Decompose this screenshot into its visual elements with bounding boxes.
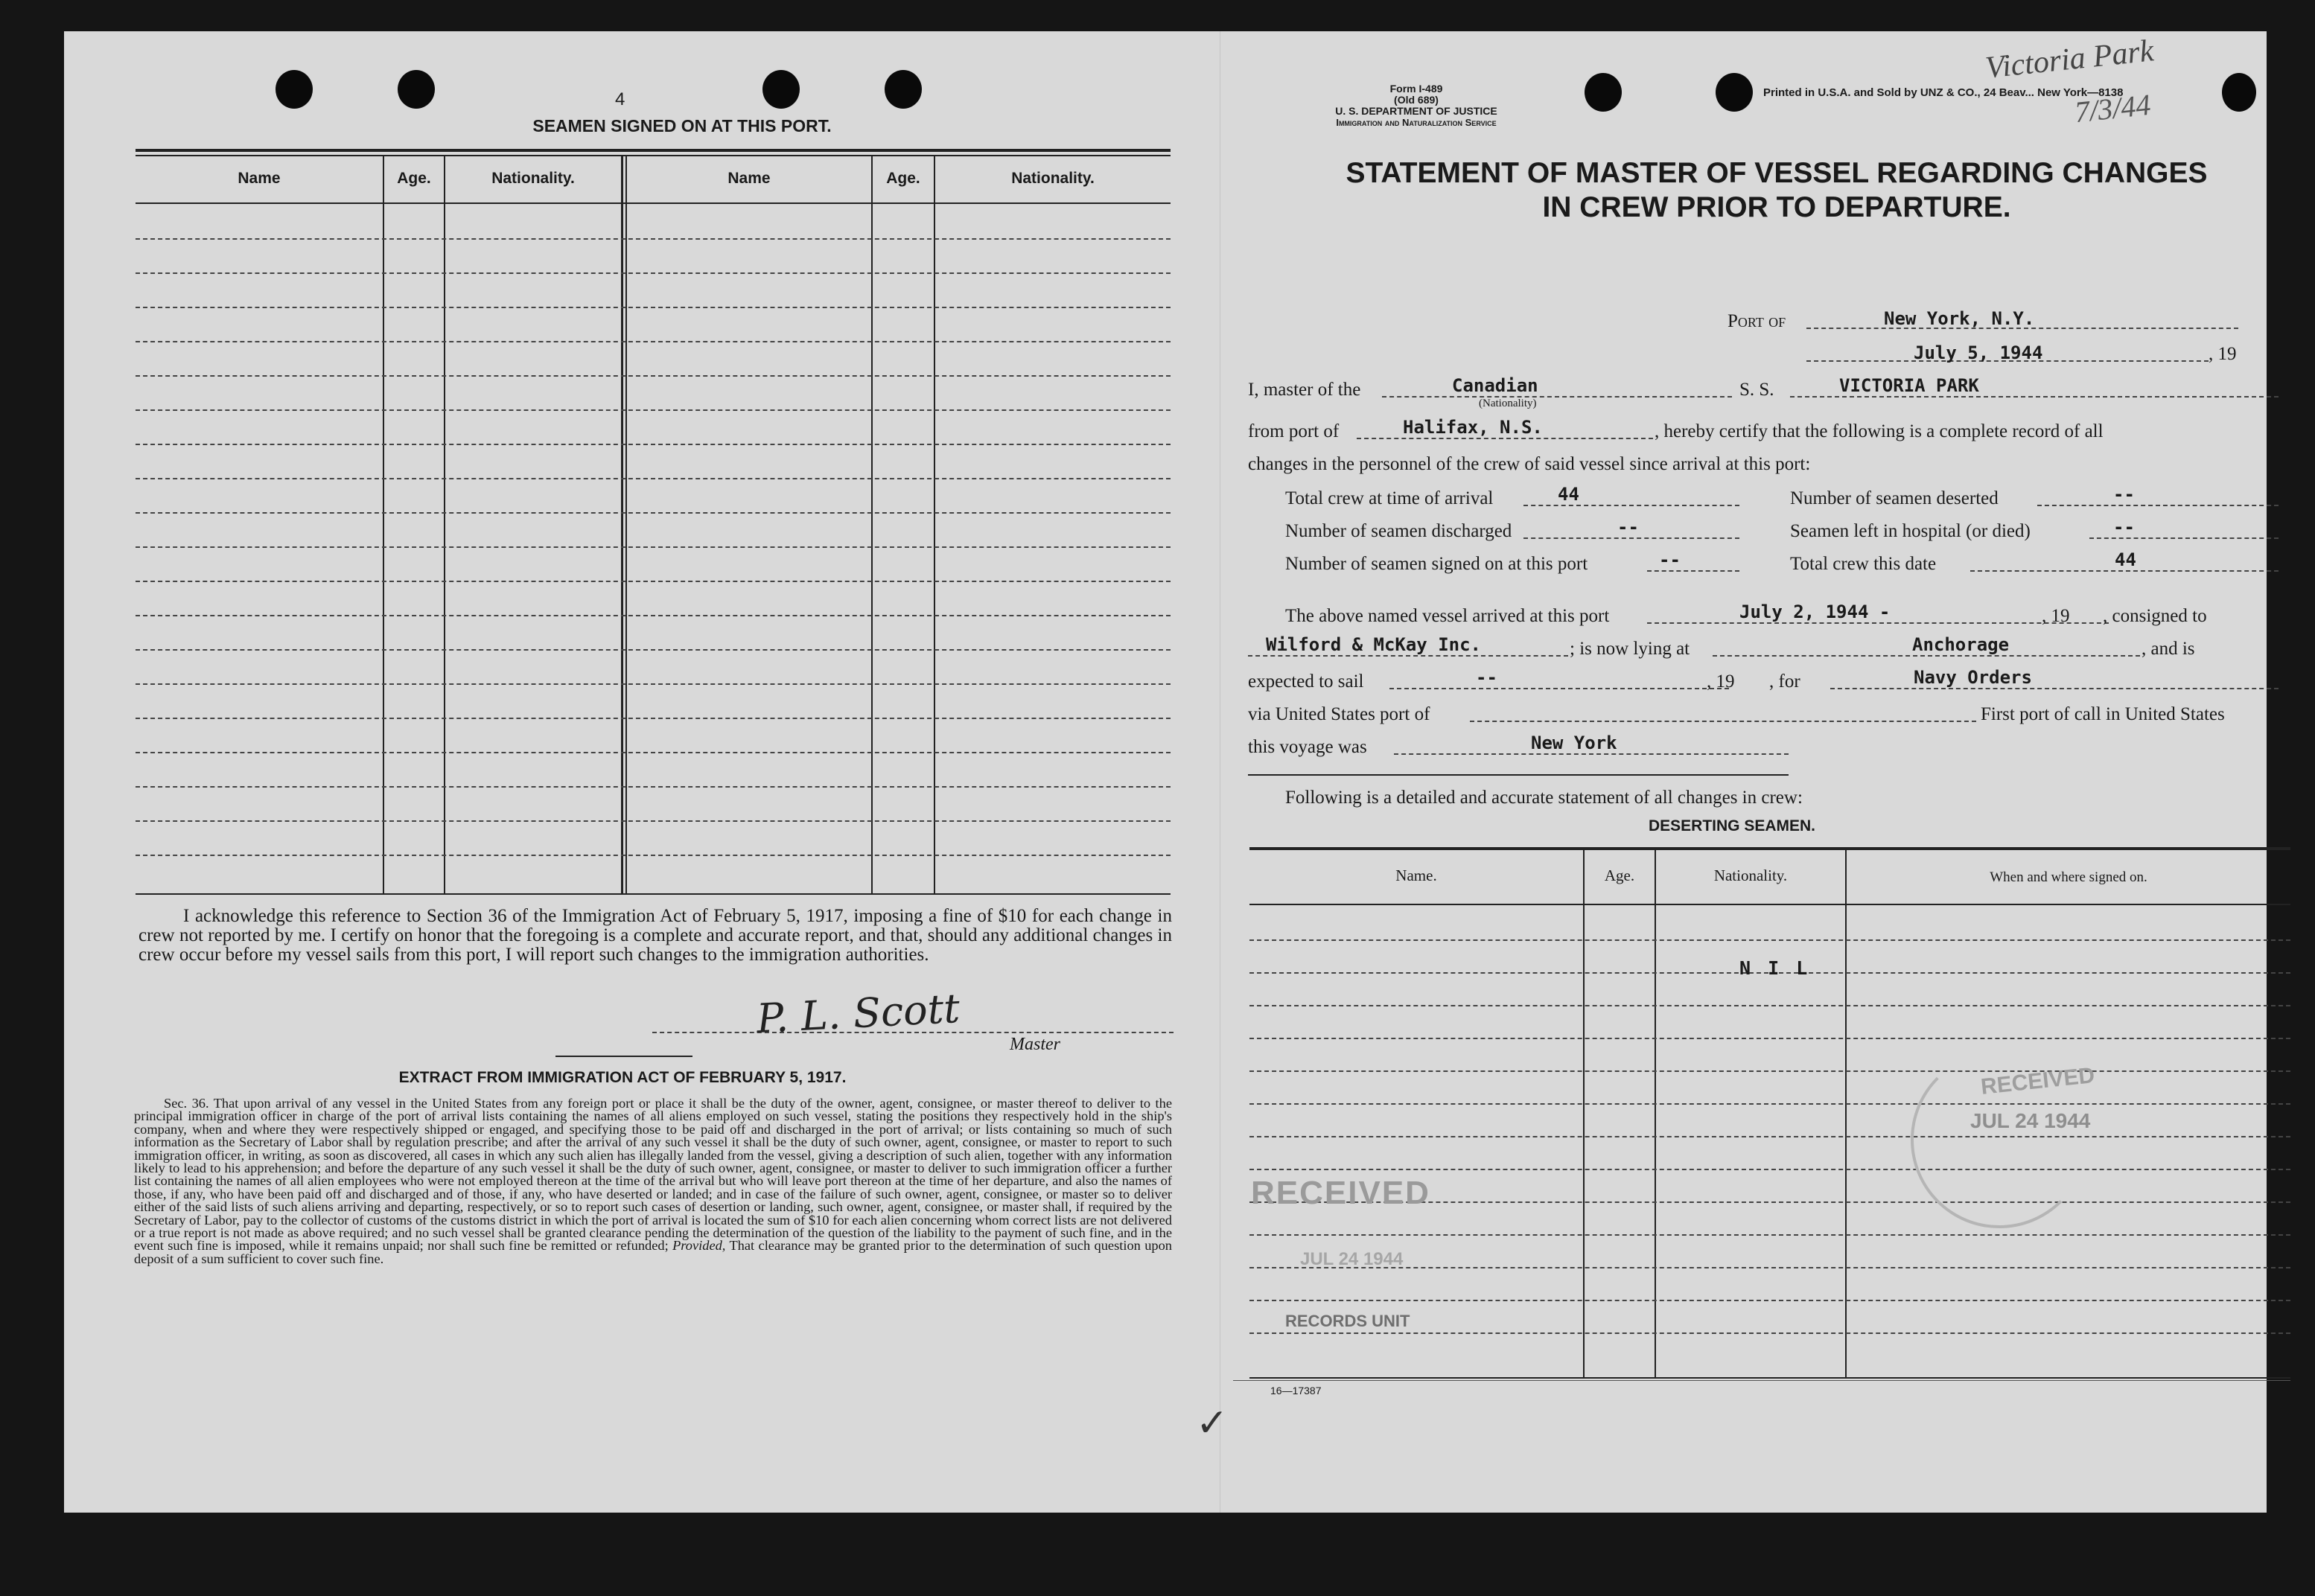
form-title	[1241, 156, 2313, 225]
deserting-table-top	[1249, 847, 2290, 850]
table-row	[136, 238, 1171, 240]
column-divider	[1583, 850, 1585, 1377]
table-header-rule	[136, 202, 1171, 204]
total-date-label: Total crew this date	[1790, 554, 1937, 574]
punch-hole	[398, 70, 435, 109]
date-suffix: , 19	[2209, 344, 2237, 364]
column-header: Age.	[1604, 866, 1635, 884]
hospital-line	[2089, 537, 2279, 539]
acknowledgement-text: I acknowledge this reference to Section 36 of the Immigration Act of February 5, 1917, imposing a fine of $10 for each change in crew not reported by me. I certify on honor that the foregoing is a complete and accurate report, and that, should any additional changes in crew occur before my vessel sails from this port, I will report such changes to the immigration authorities.	[138, 906, 1172, 965]
form-title-line2: IN CREW PRIOR TO DEPARTURE.	[1542, 191, 2011, 223]
via-label: via United States port of	[1248, 704, 1430, 724]
extract-title: EXTRACT FROM IMMIGRATION ACT OF FEBRUARY 5, 1917.	[398, 1069, 847, 1086]
table-row	[136, 444, 1171, 445]
table-row	[136, 307, 1171, 308]
consignee-value: Wilford & McKay Inc.	[1266, 634, 1481, 655]
hospital-label: Seamen left in hospital (or died)	[1790, 521, 2031, 541]
column-header: Nationality.	[1713, 866, 1788, 884]
table-row	[136, 683, 1171, 685]
table-row	[136, 820, 1171, 822]
voyage-value: New York	[1531, 732, 1617, 753]
table-row	[136, 752, 1171, 753]
handwritten-date: 7/3/44	[2072, 87, 2153, 130]
and-is-label: , and is	[2142, 639, 2195, 659]
expected-label: expected to sail	[1248, 671, 1364, 692]
deserting-title: DESERTING SEAMEN.	[1648, 817, 1816, 834]
from-port-value: Halifax, N.S.	[1403, 417, 1543, 438]
following-text: Following is a detailed and accurate statement of all changes in crew:	[1285, 788, 1803, 808]
page-number: 4	[615, 89, 625, 109]
form-old-number: (Old 689)	[1394, 94, 1439, 106]
master-of-label: I, master of the	[1248, 380, 1361, 400]
nationality-value: Canadian	[1452, 375, 1538, 396]
table-row	[136, 341, 1171, 342]
arrived-line	[1647, 622, 2109, 624]
deserted-line	[2037, 505, 2279, 506]
table-row	[136, 272, 1171, 274]
punch-hole	[1585, 73, 1622, 112]
table-row	[136, 512, 1171, 514]
column-divider	[1845, 850, 1847, 1377]
expected-value: --	[1476, 667, 1497, 688]
footer-code: 16—17387	[1270, 1385, 1322, 1396]
for-label: , for	[1769, 671, 1800, 692]
vessel-value: VICTORIA PARK	[1839, 375, 1979, 396]
extract-body: That upon arrival of any vessel in the United States from any foreign port or place it shall be the duty of the owner, agent, consignee, or master thereof to deliver to the principal immigration officer in charge of the port of arrival lists containing the names of all aliens employed on such vessel, stating the positions they respectively hold in the ship's company, when and where they were respectively shipped or engaged, and specifying those to be paid off and discharged in the port of arrival; or lists containing so much of such information as the Secretary of Labor shall by regulation prescribe; and after the arrival of any such vessel it shall be the duty of such owner, agent, consignee, or master to report to such immigration officer, in writing, as soon as discovered, all cases in which any such alien has illegally landed from the vessel, giving a description of such alien, together with any information likely to lead to his apprehension; and before the departure of any such vessel it shall be the duty of such owner, agent, consignee, or master to deliver to such immigration officer a further list containing the names of all alien employees who were not employed thereon at the time of the arrival but who will leave port thereon at the time of her departure, and also the names of those, if any, who have been paid off and discharged and of those, if any, who have deserted or landed; and in case of the failure of such owner, agent, consignee, or master so to deliver either of the said lists of such aliens arriving and departing, respectively, or so to report such cases of desertion or landing, such owner, agent, consignee, or master shall, if required by the Secretary of Labor, pay to the collector of customs of the customs district in which the port of arrival is located the sum of $10 for each alien concerning whom correct lists are not delivered or a true report is not made as above required; and no such vessel shall be granted clearance pending the determination of the question of the liability to the payment of such fine, and in the event such fine is imposed, while it remains unpaid; nor shall such fine be remitted or refunded;	[134, 1096, 1172, 1254]
table-row	[1249, 1332, 2290, 1334]
punch-hole	[762, 70, 800, 109]
table-row	[136, 718, 1171, 719]
table-row	[136, 855, 1171, 856]
column-divider	[934, 155, 935, 893]
arrived-suffix: , 19	[2042, 606, 2070, 626]
lying-value: Anchorage	[1912, 634, 2010, 655]
signed-on-label: Number of seamen signed on at this port	[1285, 554, 1588, 574]
section-title: SEAMEN SIGNED ON AT THIS PORT.	[532, 116, 832, 135]
table-row	[136, 615, 1171, 616]
total-date-line	[1970, 570, 2279, 572]
table-row	[1249, 1267, 2290, 1268]
extract-tail: That clearance may be granted prior to the determination of such question upon deposit of a sum sufficient to cover such fine.	[134, 1238, 1172, 1266]
extract-provided: Provided,	[672, 1238, 726, 1254]
form-number: Form I-489	[1389, 83, 1443, 95]
document-sheet	[64, 31, 2267, 1513]
table-row	[1249, 939, 2290, 941]
from-port-field-line	[1357, 438, 1653, 439]
total-arrival-line	[1523, 505, 1739, 506]
table-row	[1249, 1234, 2290, 1236]
nil-entry: N I L	[1739, 957, 1811, 979]
extract-rule	[555, 1056, 692, 1057]
round-stamp-date: JUL 24 1944	[1970, 1109, 2091, 1132]
table-row	[1249, 1070, 2290, 1072]
total-arrival-label: Total crew at time of arrival	[1285, 488, 1494, 508]
arrived-value: July 2, 1944 -	[1739, 601, 1891, 622]
via-line	[1470, 721, 1976, 722]
department-name: U. S. DEPARTMENT OF JUSTICE	[1335, 105, 1497, 117]
column-header: Nationality.	[1011, 170, 1095, 187]
table-bottom-rule	[136, 893, 1171, 895]
lying-label: ; is now lying at	[1570, 639, 1690, 659]
column-divider	[625, 155, 627, 893]
punch-hole	[1716, 73, 1753, 112]
column-divider	[1655, 850, 1656, 1377]
discharged-value: --	[1617, 517, 1639, 537]
table-row	[1249, 1038, 2290, 1039]
table-row	[1249, 1136, 2290, 1137]
column-header: Name.	[1395, 866, 1437, 884]
from-port-label: from port of	[1248, 421, 1340, 441]
voyage-label: this voyage was	[1248, 737, 1367, 757]
form-header	[1312, 83, 1520, 128]
printer-line: Printed in U.S.A. and Sold by UNZ & CO., 24 Beav... New York—8138	[1763, 86, 2124, 99]
form-title-line1: STATEMENT OF MASTER OF VESSEL REGARDING CHANGES	[1346, 157, 2208, 189]
column-divider	[383, 155, 384, 893]
column-header: When and where signed on.	[1990, 869, 2147, 885]
arrived-label: The above named vessel arrived at this port	[1285, 606, 1610, 626]
hospital-value: --	[2113, 517, 2135, 537]
table-row	[136, 409, 1171, 411]
column-divider	[871, 155, 873, 893]
deserted-value: --	[2113, 484, 2135, 505]
table-row	[136, 478, 1171, 479]
lying-line	[1713, 655, 2140, 657]
punch-hole	[2222, 73, 2256, 112]
for-line	[1830, 688, 2279, 689]
date-value: July 5, 1944	[1914, 342, 2043, 363]
table-top-rule	[136, 149, 1171, 152]
footer-rule	[1233, 1380, 2290, 1381]
column-header: Age.	[886, 170, 920, 187]
punch-hole	[276, 70, 313, 109]
table-row	[136, 649, 1171, 651]
column-header: Name	[727, 170, 771, 187]
port-value: New York, N.Y.	[1884, 308, 2035, 329]
table-row	[1249, 1005, 2290, 1006]
extract-label: Sec. 36.	[164, 1096, 209, 1111]
handwritten-note: Victoria Park	[1984, 33, 2156, 86]
records-unit-stamp: RECORDS UNIT	[1285, 1312, 1410, 1330]
discharged-label: Number of seamen discharged	[1285, 521, 1512, 541]
round-stamp-received: RECEIVED	[1979, 1063, 2096, 1099]
expected-line	[1389, 688, 1729, 689]
table-row	[136, 581, 1171, 582]
nationality-field-line	[1382, 396, 1732, 398]
table-top-rule	[136, 155, 1171, 156]
first-port-label: First port of call in United States	[1981, 704, 2225, 724]
port-label: Port of	[1728, 311, 1786, 331]
nationality-caption: (Nationality)	[1479, 398, 1537, 409]
received-stamp-date: JUL 24 1944	[1300, 1249, 1404, 1269]
voyage-underline	[1248, 774, 1789, 776]
voyage-line	[1394, 753, 1789, 755]
table-row	[1249, 1103, 2290, 1105]
expected-suffix: , 19	[1707, 671, 1735, 692]
signature-role: Master	[1010, 1035, 1060, 1054]
column-header: Age.	[397, 170, 431, 187]
table-row	[1249, 1300, 2290, 1301]
signed-on-value: --	[1659, 549, 1681, 570]
table-row	[136, 375, 1171, 377]
extract-text	[134, 1097, 1172, 1265]
consigned-label: , consigned to	[2103, 606, 2207, 626]
column-divider	[444, 155, 445, 893]
table-row	[136, 546, 1171, 548]
column-header: Nationality.	[491, 170, 575, 187]
total-arrival-value: 44	[1558, 484, 1579, 505]
for-value: Navy Orders	[1914, 667, 2032, 688]
column-header: Name	[238, 170, 281, 187]
certify-text: , hereby certify that the following is a complete record of all	[1655, 421, 2104, 441]
master-signature: P. L. Scott	[755, 984, 961, 1043]
deserted-label: Number of seamen deserted	[1790, 488, 1999, 508]
check-mark: ✓	[1196, 1402, 1229, 1445]
deserting-bottom-rule	[1249, 1377, 2290, 1379]
received-stamp: RECEIVED	[1251, 1175, 1430, 1211]
table-row	[136, 786, 1171, 788]
total-date-value: 44	[2115, 549, 2136, 570]
table-row	[1249, 1169, 2290, 1170]
consignee-line	[1248, 655, 1568, 657]
deserting-header-rule	[1249, 904, 2290, 905]
signed-on-line	[1647, 570, 1739, 572]
discharged-line	[1523, 537, 1739, 539]
changes-text: changes in the personnel of the crew of said vessel since arrival at this port:	[1248, 454, 1811, 474]
punch-hole	[885, 70, 922, 109]
ss-label: S. S.	[1739, 380, 1774, 400]
vessel-field-line	[1790, 396, 2279, 398]
column-divider	[621, 155, 623, 893]
service-name: Immigration and Naturalization Service	[1336, 117, 1497, 128]
